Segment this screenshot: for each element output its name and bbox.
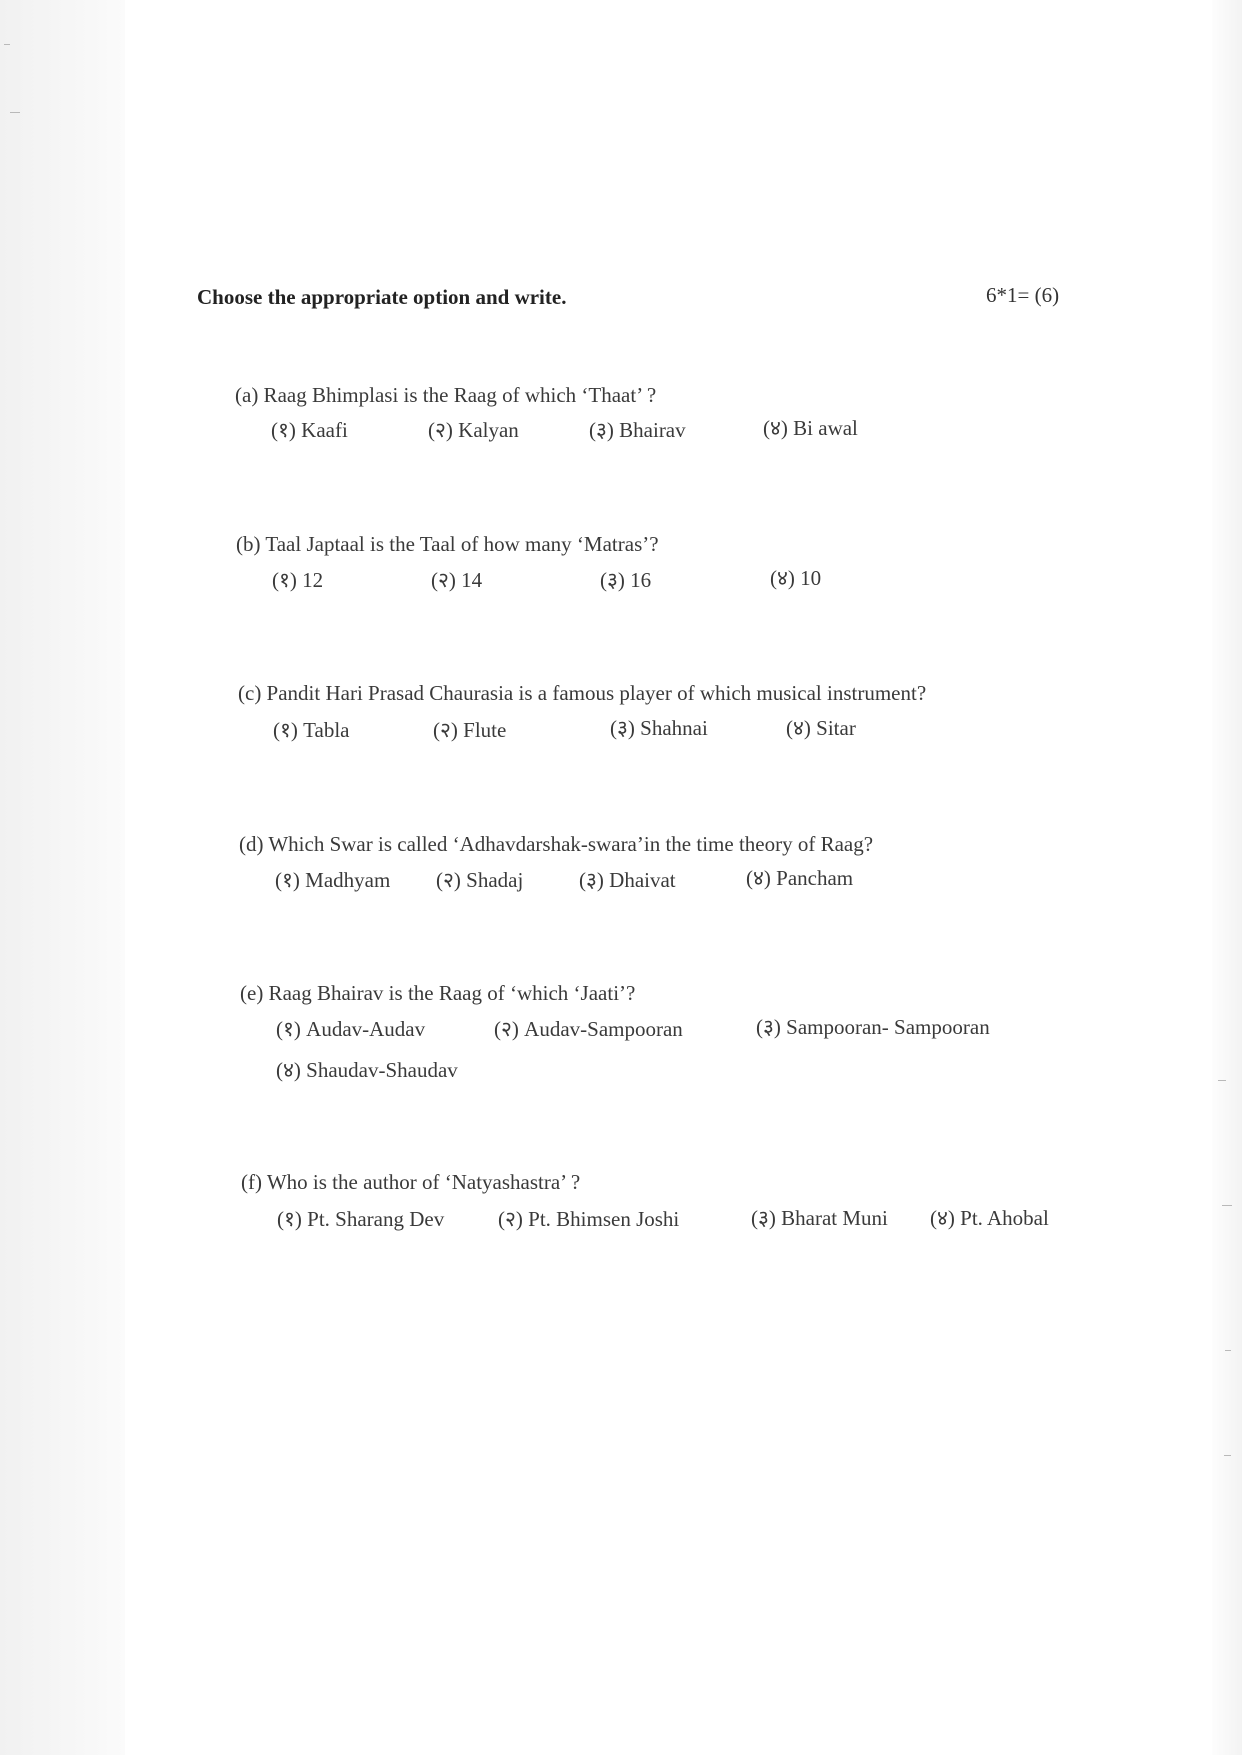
question-f-option-3: (३) Bharat Muni	[751, 1206, 888, 1230]
scan-speck	[1225, 1350, 1231, 1351]
question-a-option-4: (४) Bi awal	[763, 416, 858, 440]
question-e: (e) Raag Bhairav is the Raag of ‘which ‘Jaati’?	[240, 981, 636, 1005]
question-f-option-4: (४) Pt. Ahobal	[930, 1206, 1049, 1230]
question-d-option-4: (४) Pancham	[746, 866, 854, 890]
question-b-option-2: (२) 14	[431, 568, 483, 592]
question-c-option-3: (३) Shahnai	[610, 716, 708, 740]
question-d-option-2: (२) Shadaj	[436, 868, 524, 892]
question-a-option-1: (१) Kaafi	[271, 418, 348, 442]
question-a: (a) Raag Bhimplasi is the Raag of which ‘Thaat’ ?	[235, 383, 657, 407]
question-c: (c) Pandit Hari Prasad Chaurasia is a famous player of which musical instrument?	[238, 681, 927, 705]
section-instruction: Choose the appropriate option and write.	[197, 285, 567, 309]
question-b-option-3: (३) 16	[600, 568, 652, 592]
question-a-option-2: (२) Kalyan	[428, 418, 519, 442]
question-f: (f) Who is the author of ‘Natyashastra’ ?	[241, 1170, 581, 1194]
question-c-option-4: (४) Sitar	[786, 716, 856, 740]
question-d: (d) Which Swar is called ‘Adhavdarshak-swara’in the time theory of Raag?	[239, 832, 874, 856]
question-b: (b) Taal Japtaal is the Taal of how many ‘Matras’?	[236, 532, 659, 556]
section-marks: 6*1= (6)	[986, 283, 1060, 307]
scan-shadow-left	[0, 0, 125, 1755]
question-c-option-1: (१) Tabla	[273, 718, 350, 742]
question-f-option-1: (१) Pt. Sharang Dev	[277, 1207, 445, 1231]
question-e-option-3: (३) Sampooran- Sampooran	[756, 1015, 990, 1039]
scan-speck	[1218, 1080, 1226, 1081]
scan-speck	[4, 44, 10, 45]
question-d-option-1: (१) Madhyam	[275, 868, 391, 892]
scan-speck	[1222, 1205, 1232, 1206]
question-a-option-3: (३) Bhairav	[589, 418, 686, 442]
question-f-option-2: (२) Pt. Bhimsen Joshi	[498, 1207, 680, 1231]
scan-speck	[1224, 1455, 1231, 1456]
question-c-option-2: (२) Flute	[433, 718, 507, 742]
question-e-option-2: (२) Audav-Sampooran	[494, 1017, 683, 1041]
question-b-option-1: (१) 12	[272, 568, 324, 592]
question-b-option-4: (४) 10	[770, 566, 822, 590]
question-d-option-3: (३) Dhaivat	[579, 868, 676, 892]
question-e-option-4: (४) Shaudav-Shaudav	[276, 1058, 458, 1082]
scan-shadow-right	[1212, 0, 1242, 1755]
scan-speck	[10, 112, 20, 113]
question-e-option-1: (१) Audav-Audav	[276, 1017, 426, 1041]
